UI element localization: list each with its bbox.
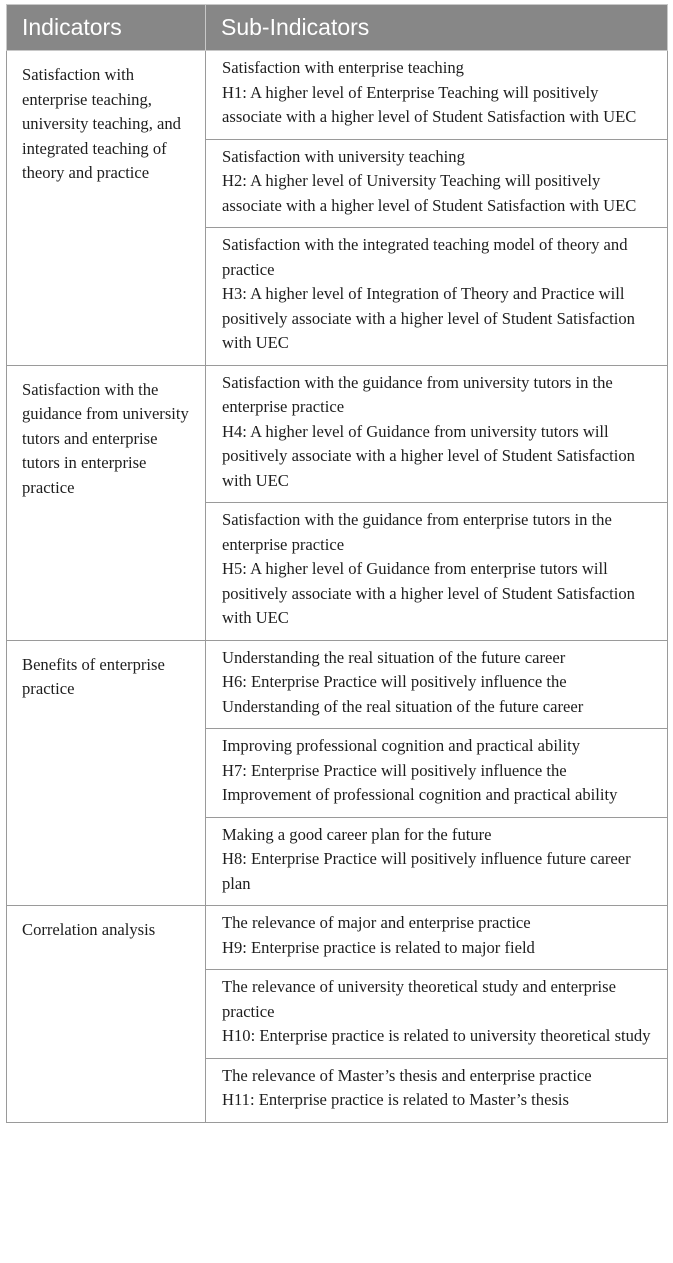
hypothesis-text: H3: A higher level of Integration of Theory and Practice will positively associate with a higher level of Student Satisfaction with UEC <box>222 284 635 352</box>
header-indicators: Indicators <box>7 5 206 51</box>
indicators-table-container <box>6 4 667 1123</box>
sub-indicator-cell <box>206 365 668 503</box>
indicators-table <box>6 4 668 1123</box>
sub-indicator-cell <box>206 1058 668 1122</box>
table-row <box>7 906 668 970</box>
sub-indicator-title: The relevance of Master’s thesis and enterprise practice <box>222 1065 592 1085</box>
sub-indicator-cell <box>206 729 668 818</box>
indicator-cell <box>7 51 206 366</box>
table-header-row <box>7 5 668 51</box>
table-row <box>7 365 668 503</box>
sub-indicator-cell <box>206 503 668 641</box>
indicator-text: Correlation analysis <box>22 920 156 939</box>
sub-indicator-title: Satisfaction with enterprise teaching <box>222 58 464 77</box>
sub-indicator-title: The relevance of university theoretical study and enterprise practice <box>222 977 616 1021</box>
sub-indicator-cell <box>206 970 668 1059</box>
sub-indicator-title: Satisfaction with the guidance from enterprise tutors in the enterprise practice <box>222 510 612 554</box>
hypothesis-text: H4: A higher level of Guidance from university tutors will positively associate with a higher level of Student Satisfaction with UEC <box>222 421 635 490</box>
hypothesis-text: H5: A higher level of Guidance from enterprise tutors will positively associate with a higher level of Student Satisfaction with UEC <box>222 559 635 627</box>
indicator-text: Satisfaction with enterprise teaching, university teaching, and integrated teaching of theory and practice <box>22 65 181 182</box>
hypothesis-text: H7: Enterprise Practice will positively influence the Improvement of professional cognition and practical ability <box>222 760 618 804</box>
hypothesis-text: H1: A higher level of Enterprise Teaching will positively associate with a higher level of Student Satisfaction with UEC <box>222 82 637 126</box>
hypothesis-text: H6: Enterprise Practice will positively influence the Understanding of the real situation of the future career <box>222 672 584 716</box>
sub-indicator-cell <box>206 139 668 228</box>
sub-indicator-title: Satisfaction with university teaching <box>222 146 465 166</box>
table-row <box>7 640 668 729</box>
table-row <box>7 51 668 140</box>
header-sub-indicators: Sub-Indicators <box>206 5 668 51</box>
indicator-cell <box>7 906 206 1123</box>
sub-indicator-title: Understanding the real situation of the future career <box>222 647 566 667</box>
sub-indicator-title: Making a good career plan for the future <box>222 824 492 844</box>
sub-indicator-cell <box>206 51 668 140</box>
sub-indicator-title: Satisfaction with the integrated teaching model of theory and practice <box>222 235 628 279</box>
sub-indicator-title: The relevance of major and enterprise practice <box>222 913 531 932</box>
hypothesis-text: H2: A higher level of University Teaching will positively associate with a higher level of Student Satisfaction with UEC <box>222 171 637 215</box>
indicator-text: Satisfaction with the guidance from university tutors and enterprise tutors in enterprise practice <box>22 379 189 497</box>
hypothesis-text: H8: Enterprise Practice will positively influence future career plan <box>222 849 631 893</box>
indicator-cell <box>7 365 206 640</box>
indicator-cell <box>7 640 206 906</box>
hypothesis-text: H11: Enterprise practice is related to Master’s thesis <box>222 1090 569 1109</box>
hypothesis-text: H10: Enterprise practice is related to university theoretical study <box>222 1026 651 1045</box>
sub-indicator-cell <box>206 817 668 906</box>
sub-indicator-cell <box>206 906 668 970</box>
sub-indicator-cell <box>206 228 668 366</box>
indicator-text: Benefits of enterprise practice <box>22 654 165 698</box>
hypothesis-text: H9: Enterprise practice is related to major field <box>222 937 535 957</box>
sub-indicator-title: Improving professional cognition and practical ability <box>222 736 581 755</box>
sub-indicator-title: Satisfaction with the guidance from university tutors in the enterprise practice <box>222 372 613 416</box>
sub-indicator-cell <box>206 640 668 729</box>
